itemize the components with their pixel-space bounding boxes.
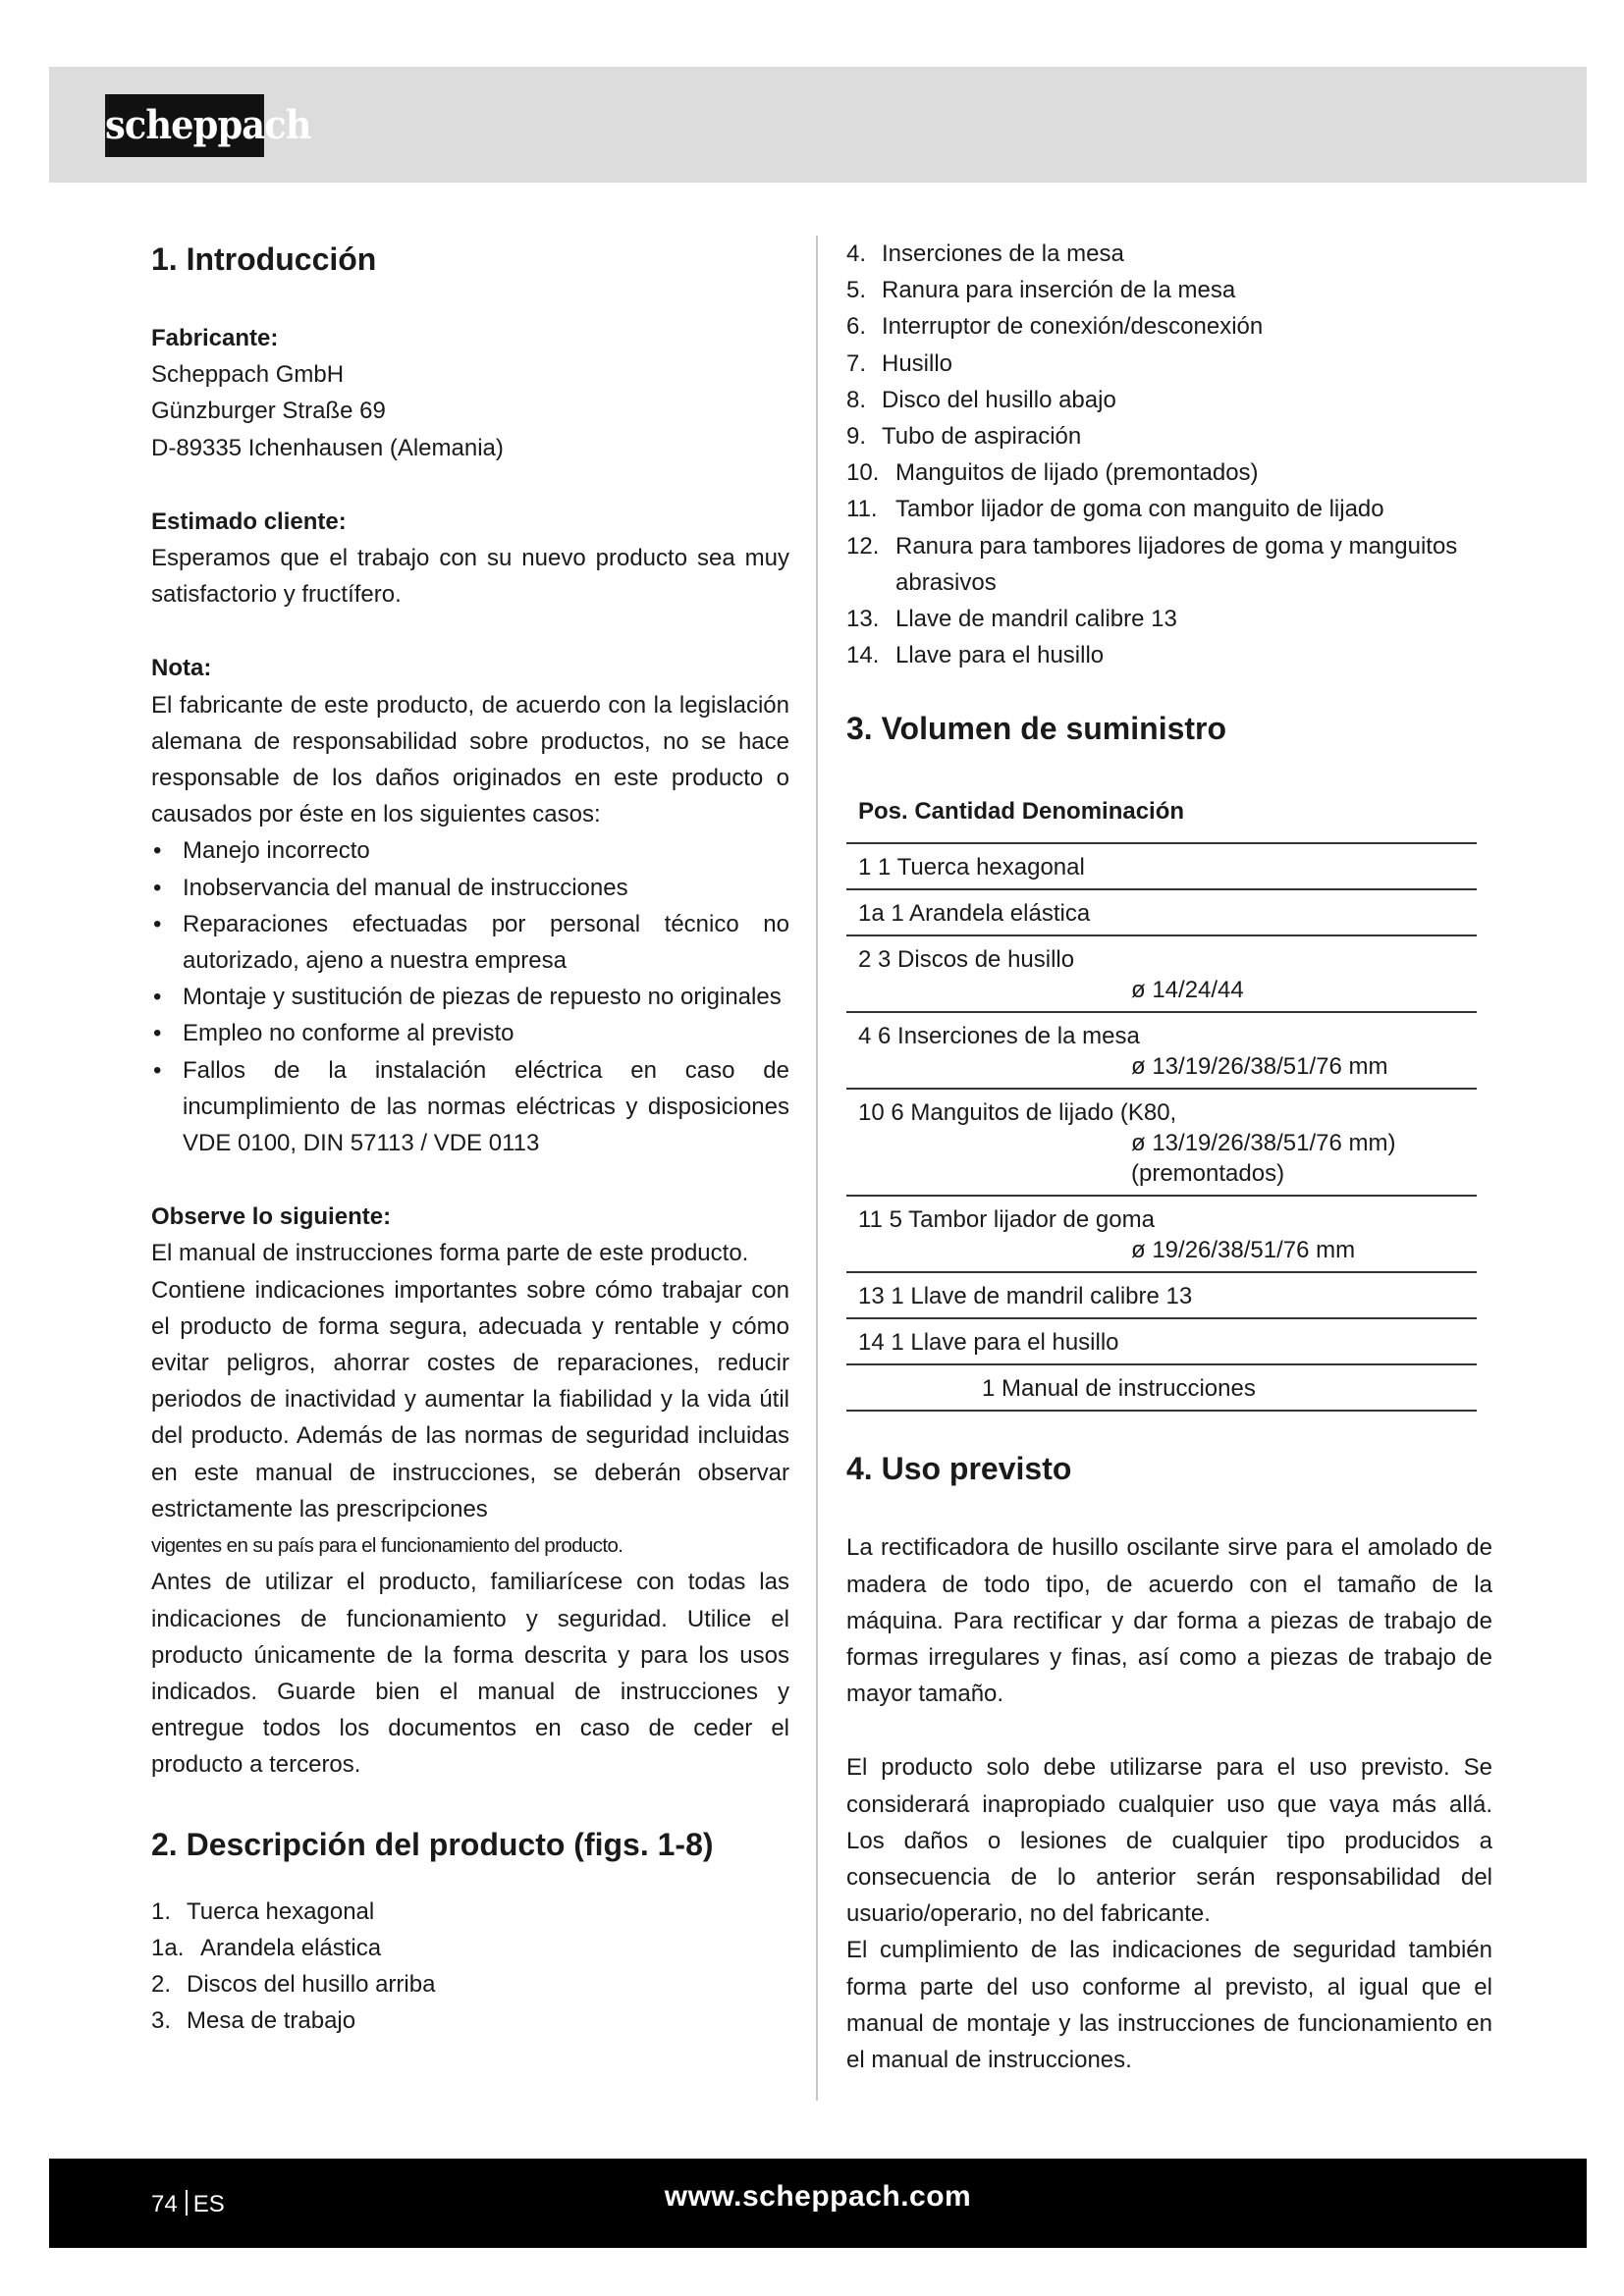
- scheppach-logo: scheppach: [105, 94, 264, 157]
- list-item: 6. Interruptor de conexión/desconexión: [846, 313, 1264, 341]
- page-number: 74 ES: [151, 2191, 225, 2217]
- list-item: • Fallos de la instalación eléctrica en caso de incumplimiento de las normas eléctricas y disposiciones VDE 0100, DIN 57113 / VDE 0113: [151, 1052, 789, 1162]
- list-item: 1. Tuerca hexagonal: [151, 1897, 375, 1925]
- list-item: 9. Tubo de aspiración: [846, 423, 1082, 451]
- table-row: 13 1 Llave de mandril calibre 13: [846, 1272, 1477, 1318]
- observe-paragraph: Contiene indicaciones importantes sobre cómo trabajar con el producto de forma segura, adecuada y rentable y cómo evitar peligros, ahorrar costes de reparaciones, reducir periodos de inactividad y aumentar la fiabilidad y la vida útil del producto. Además de las normas de seguridad incluidas en este manual de instrucciones, se deberán observar estrictamente las prescripciones: [151, 1276, 789, 1522]
- list-item: • Reparaciones efectuadas por personal técnico no autorizado, ajeno a nuestra empresa: [151, 906, 789, 979]
- observe-label: Observe lo siguiente:: [151, 1203, 392, 1231]
- cliente-text: Esperamos que el trabajo con su nuevo producto sea muy satisfactorio y fructífero.: [151, 545, 789, 609]
- table-row: 1 1 Tuerca hexagonal: [846, 843, 1477, 889]
- section-3-title: 3. Volumen de suministro: [846, 711, 1227, 747]
- uso-paragraph: El producto solo debe utilizarse para el uso previsto. Se considerará inapropiado cualquier uso que vaya más allá. Los daños o lesiones de cualquier tipo producidos a consecuencia de lo anterior serán responsabilidad del usuario/operario, no del fabricante.: [846, 1754, 1492, 1928]
- fabricante-label: Fabricante:: [151, 325, 279, 351]
- list-item: 12. Ranura para tambores lijadores de goma y manguitos abrasivos: [846, 532, 1458, 596]
- table-header-row: [846, 783, 1477, 843]
- fabricante-line: D-89335 Ichenhausen (Alemania): [151, 434, 504, 461]
- list-item: 14. Llave para el husillo: [846, 642, 1105, 669]
- table-row: 1a 1 Arandela elástica: [846, 889, 1477, 935]
- nota-label: Nota:: [151, 655, 212, 682]
- section-2-title: 2. Descripción del producto (figs. 1-8): [151, 1826, 714, 1862]
- list-item: • Empleo no conforme al previsto: [151, 1015, 789, 1051]
- column-divider: [816, 236, 818, 2101]
- fabricante-line: Günzburger Straße 69: [151, 398, 386, 425]
- list-item: 7. Husillo: [846, 349, 953, 377]
- list-item: 4. Inserciones de la mesa: [846, 240, 1124, 267]
- uso-paragraph: El cumplimiento de las indicaciones de seguridad también forma parte del uso conforme al previsto, al igual que el manual de montaje y las instrucciones de funcionamiento en el manual de instrucciones.: [846, 1937, 1492, 2074]
- cliente-label: Estimado cliente:: [151, 507, 347, 535]
- table-row: 2 3 Discos de husillo ø 14/24/44: [846, 935, 1477, 1012]
- list-item: • Inobservancia del manual de instrucciones: [151, 870, 789, 906]
- section-1-title: 1. Introducción: [151, 241, 377, 277]
- table-row: 11 5 Tambor lijador de goma ø 19/26/38/51/76 mm: [846, 1196, 1477, 1272]
- table-row: 1 Manual de instrucciones: [846, 1364, 1477, 1411]
- fabricante-line: Scheppach GmbH: [151, 361, 345, 389]
- nota-bullet-list: [151, 832, 789, 1161]
- observe-small-line: vigentes en su país para el funcionamiento del producto.: [151, 1534, 623, 1558]
- table-header: Pos. Cantidad Denominación: [846, 783, 1477, 843]
- left-column: [151, 236, 789, 2039]
- table-row: 10 6 Manguitos de lijado (K80, ø 13/19/26/38/51/76 mm) (premontados): [846, 1089, 1477, 1196]
- list-item: • Manejo incorrecto: [151, 832, 789, 869]
- observe-paragraph: Antes de utilizar el producto, familiarícese con todas las indicaciones de funcionamiento y seguridad. Utilice el producto únicamente de la forma descrita y para los usos indicados. Guarde bien el manual de instrucciones y entregue todos los documentos en caso de ceder el producto a terceros.: [151, 1569, 789, 1779]
- nota-text: El fabricante de este producto, de acuerdo con la legislación alemana de responsabilidad sobre productos, no se hace responsable de los daños originados en este producto o causados por éste en los siguientes casos:: [151, 691, 789, 828]
- list-item: 5. Ranura para inserción de la mesa: [846, 277, 1236, 304]
- product-parts-list-cont: [846, 236, 1492, 673]
- list-item: 1a. Arandela elástica: [151, 1934, 382, 1961]
- list-item: 2. Discos del husillo arriba: [151, 1970, 436, 1998]
- observe-paragraph: El manual de instrucciones forma parte de este producto.: [151, 1240, 749, 1267]
- list-item: 8. Disco del husillo abajo: [846, 386, 1116, 413]
- product-parts-list: [151, 1894, 789, 2040]
- page-footer: [49, 2159, 1587, 2248]
- list-item: • Montaje y sustitución de piezas de repuesto no originales: [151, 979, 789, 1015]
- list-item: 11. Tambor lijador de goma con manguito de lijado: [846, 496, 1384, 523]
- uso-paragraph: La rectificadora de husillo oscilante sirve para el amolado de madera de todo tipo, de acuerdo con el tamaño de la máquina. Para rectificar y dar forma a piezas de trabajo de formas irregulares y finas, así como a piezas de trabajo de mayor tamaño.: [846, 1534, 1492, 1708]
- section-4-title: 4. Uso previsto: [846, 1451, 1072, 1487]
- list-item: 3. Mesa de trabajo: [151, 2007, 356, 2035]
- footer-url[interactable]: www.scheppach.com: [664, 2180, 972, 2213]
- list-item: 10. Manguitos de lijado (premontados): [846, 459, 1259, 487]
- table-row: 4 6 Inserciones de la mesa ø 13/19/26/38/51/76 mm: [846, 1012, 1477, 1089]
- page-header: [49, 67, 1587, 183]
- list-item: 13. Llave de mandril calibre 13: [846, 606, 1177, 633]
- table-row: 14 1 Llave para el husillo: [846, 1318, 1477, 1364]
- supply-table: [846, 783, 1477, 1412]
- right-column: [846, 236, 1492, 2078]
